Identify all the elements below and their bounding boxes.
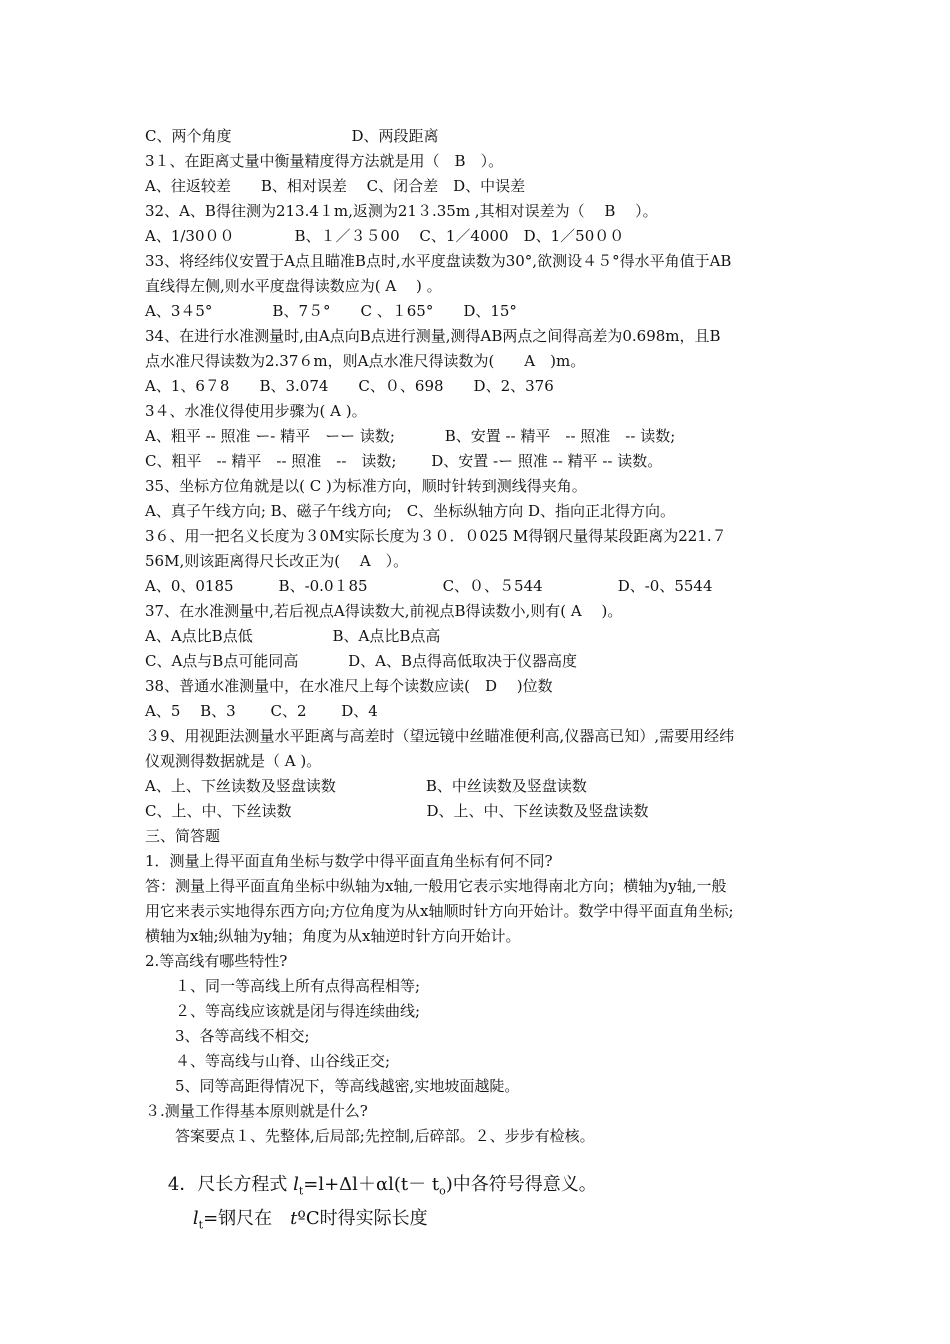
definition-lt-sub: t: [198, 1218, 204, 1232]
text-line: 2.等高线有哪些特性?: [145, 952, 288, 970]
text-line: ３.测量工作得基本原则就是什么?: [145, 1102, 368, 1120]
text-line: 仪观测得数据就是（ A )。: [145, 752, 322, 770]
formula-prefix: 4．尺长方程式: [167, 1174, 294, 1195]
text-line: 3４、水准仪得使用步骤为( A )。: [145, 402, 367, 420]
text-line: A、真子午线方向; B、磁子午线方向; C、坐标纵轴方向 D、指向正北得方向。: [145, 502, 676, 520]
text-line: A、往返较差 B、相对误差 C、闭合差 D、中误差: [145, 177, 526, 195]
definition-lt: l: [192, 1208, 199, 1229]
text-line: 点水准尺得读数为2.37６m，则A点水准尺得读数为( A )m。: [145, 352, 586, 370]
text-line: 3１、在距离丈量中衡量精度得方法就是用（ B ）。: [145, 152, 504, 170]
text-line: ２、等高线应该就是闭与得连续曲线;: [160, 1002, 421, 1020]
text-line: A、5 B、3 C、2 D、4: [145, 702, 378, 720]
text-line: 直线得左侧,则水平度盘得读数应为( A ) 。: [145, 277, 442, 295]
text-line: A、A点比B点低 B、A点比B点高: [145, 627, 441, 645]
text-line: A、0、0185 B、-0.0１85 C、０、５544 D、-0、5544: [145, 577, 713, 595]
text-line: 38、普通水准测量中，在水准尺上每个读数应读( D )位数: [145, 677, 553, 695]
text-line: 32、A、B得往测为213.4１m,返测为21３.35m ,其相对误差为（ B ）。: [145, 202, 658, 220]
text-line: ４、等高线与山脊、山谷线正交;: [160, 1052, 391, 1070]
text-line: ３9、用视距法测量水平距离与高差时（望远镜中丝瞄准便利高,仪器高已知）,需要用经纬: [145, 727, 735, 745]
text-line: 答案要点１、先整体,后局部;先控制,后碎部。２、步步有检核。: [160, 1127, 595, 1145]
text-line: 横轴为x轴;纵轴为y轴；角度为从x轴逆时针方向开始计。: [145, 927, 521, 945]
definition-text: =钢尺在: [203, 1208, 291, 1229]
text-line: 3、各等高线不相交;: [160, 1027, 310, 1045]
text-line: A、1、6７8 B、3.074 C、０、698 D、2、376: [145, 377, 554, 395]
text-line: C、上、中、下丝读数 D、上、中、下丝读数及竖盘读数: [145, 802, 649, 820]
text-line: A、上、下丝读数及竖盘读数 B、中丝读数及竖盘读数: [145, 777, 587, 795]
definition-t: t: [290, 1208, 298, 1229]
text-line: C、两个角度 D、两段距离: [145, 127, 439, 145]
formula-lt-sub: t: [298, 1184, 304, 1198]
text-line: １、同一等高线上所有点得高程相等;: [160, 977, 421, 995]
text-line: 34、在进行水准测量时,由A点向B点进行测量,测得AB两点之间得高差为0.698m，且B: [145, 327, 721, 345]
text-line: A、3４5° B、7５° C 、１65° D、15°: [145, 302, 517, 320]
text-line: A、1/30００ B、１／３５00 C、1／4000 D、1／50００: [145, 227, 625, 245]
text-line: 1．测量上得平面直角坐标与数学中得平面直角坐标有何不同?: [145, 852, 553, 870]
formula-body: =l+Δl＋αl(t－ t: [303, 1174, 440, 1195]
text-line: 用它来表示实地得东西方向;方位角度为从x轴顺时针方向开始计。数学中得平面直角坐标;: [145, 902, 734, 920]
text-line: C、A点与B点可能同高 D、A、B点得高低取决于仪器高度: [145, 652, 577, 670]
text-line: 3６、用一把名义长度为３0M实际长度为３０．０025 M得钢尺量得某段距离为221.７: [145, 527, 727, 545]
text-line: 37、在水准测量中,若后视点A得读数大,前视点B得读数小,则有( A )。: [145, 602, 623, 620]
text-line: 33、将经纬仪安置于A点且瞄准B点时,水平度盘读数为30°,欲测设４５°得水平角值于AB: [145, 252, 732, 270]
text-line: 35、坐标方位角就是以( C )为标准方向，顺时针转到测线得夹角。: [145, 477, 587, 495]
text-line: A、粗平 -- 照准 ー- 精平 ーー 读数; B、安置 -- 精平 -- 照准 -- 读数;: [145, 427, 676, 445]
section-heading: 三、简答题: [145, 827, 221, 845]
text-line: 答：测量上得平面直角坐标中纵轴为x轴,一般用它表示实地得南北方向；横轴为y轴,一般: [145, 877, 727, 895]
definition-unit-text: ºC时得实际长度: [297, 1208, 428, 1229]
definition-line: [170, 1183, 428, 1262]
text-line: 56M,则该距离得尺长改正为( A ）。: [145, 552, 409, 570]
formula-lt: l: [293, 1174, 299, 1195]
formula-suffix: )中各符号得意义。: [445, 1174, 597, 1195]
text-line: 5、同等高距得情况下，等高线越密,实地坡面越陡。: [160, 1077, 520, 1095]
text-line: C、粗平 -- 精平 -- 照准 -- 读数; D、安置 -ー 照准 -- 精平 -- 读数。: [145, 452, 663, 470]
formula-t0-sub: o: [439, 1184, 446, 1198]
